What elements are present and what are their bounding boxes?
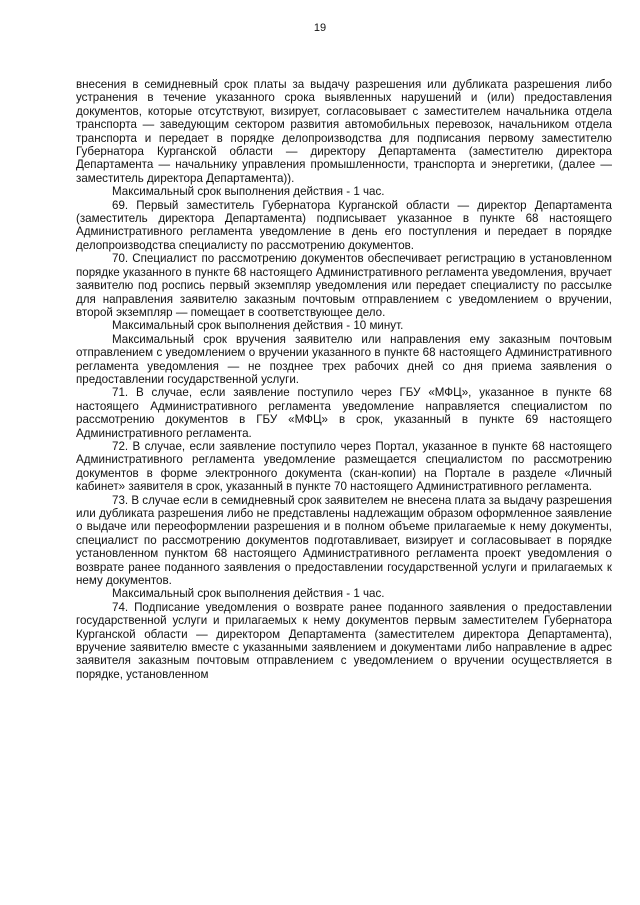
document-body xyxy=(76,78,612,681)
paragraph-72: 72. В случае, если заявление поступило через Портал, указанное в пункте 68 настоящего Административного регламента уведомление размещается специалистом по рассмотрению документов в форме электронного документа (скан-копии) на Портале в разделе «Личный кабинет» заявителя в срок, указанный в пункте 70 настоящего Административного регламента. xyxy=(76,439,612,494)
paragraph-max-time-1: Максимальный срок выполнения действия - 1 час. xyxy=(112,185,385,199)
paragraph-max-time-2: Максимальный срок выполнения действия - 10 минут. xyxy=(112,319,404,333)
paragraph-71: 71. В случае, если заявление поступило через ГБУ «МФЦ», указанное в пункте 68 настоящего Административного регламента уведомление направляется специалистом по рассмотрению документов в ГБУ «МФЦ» в срок, указанный в пункте 69 настоящего Административного регламента. xyxy=(76,386,612,440)
paragraph-74: 74. Подписание уведомления о возврате ранее поданного заявления о предоставлении государственной услуги и прилагаемых к нему документов первым заместителем Губернатора Курганской области — директором Департамента (заместителем директора Департамента), вручение заявителю вместе с указанными заявлением и документами либо направление в адрес заявителя заказным почтовым отправлением с уведомлением о вручении осуществляется в порядке, установленном xyxy=(76,600,612,681)
paragraph-70: 70. Специалист по рассмотрению документов обеспечивает регистрацию в установленном порядке указанного в пункте 68 настоящего Административного регламента уведомления, вручает заявителю под роспись первый экземпляр уведомления или передает специалисту по рассылке для направления заявителю заказным почтовым отправлением с уведомлением о вручении, второй экземпляр — помещает в соответствующее дело. xyxy=(76,252,612,319)
paragraph-continuation: внесения в семидневный срок платы за выдачу разрешения или дубликата разрешения либо устранения в течение указанного срока выявленных нарушений и (или) предоставления документов, которые отсутствуют, визирует, согласовывает с заместителем начальника отдела транспорта — заведующим сектором развития автомобильных перевозок, начальником отдела транспорта и передает в порядке делопроизводства для подписания первому заместителю Губернатора Курганской области — директору Департамента (заместителю директора Департамента — начальнику управления промышленности, транспорта и энергетики, (далее — заместитель директора Департамента)). xyxy=(76,78,612,185)
paragraph-max-time-3: Максимальный срок вручения заявителю или направления ему заказным почтовым отправлением с уведомлением о вручении указанного в пункте 68 настоящего Административного регламента уведомления — не позднее трех рабочих дней со дня приема заявления о предоставлении государственной услуги. xyxy=(76,332,612,386)
page-number: 19 xyxy=(313,22,327,34)
paragraph-69: 69. Первый заместитель Губернатора Курганской области — директор Департамента (заместитель директора Департамента) подписывает указанное в пункте 68 настоящего Административного регламента уведомление в день его поступления и передает в порядке делопроизводства специалисту по рассмотрению документов. xyxy=(76,198,612,252)
paragraph-max-time-4: Максимальный срок выполнения действия - 1 час. xyxy=(112,587,385,601)
paragraph-73: 73. В случае если в семидневный срок заявителем не внесена плата за выдачу разрешения или дубликата разрешения либо не представлены надлежащим образом оформленное заявление о выдаче или переоформлении разрешения и в полном объеме прилагаемые к нему документы, специалист по рассмотрению документов подготавливает, визирует и согласовывает в порядке установленном пунктом 68 настоящего Административного регламента проект уведомления о возврате ранее поданного заявления о предоставлении государственной услуги и прилагаемых к нему документов. xyxy=(76,493,612,588)
